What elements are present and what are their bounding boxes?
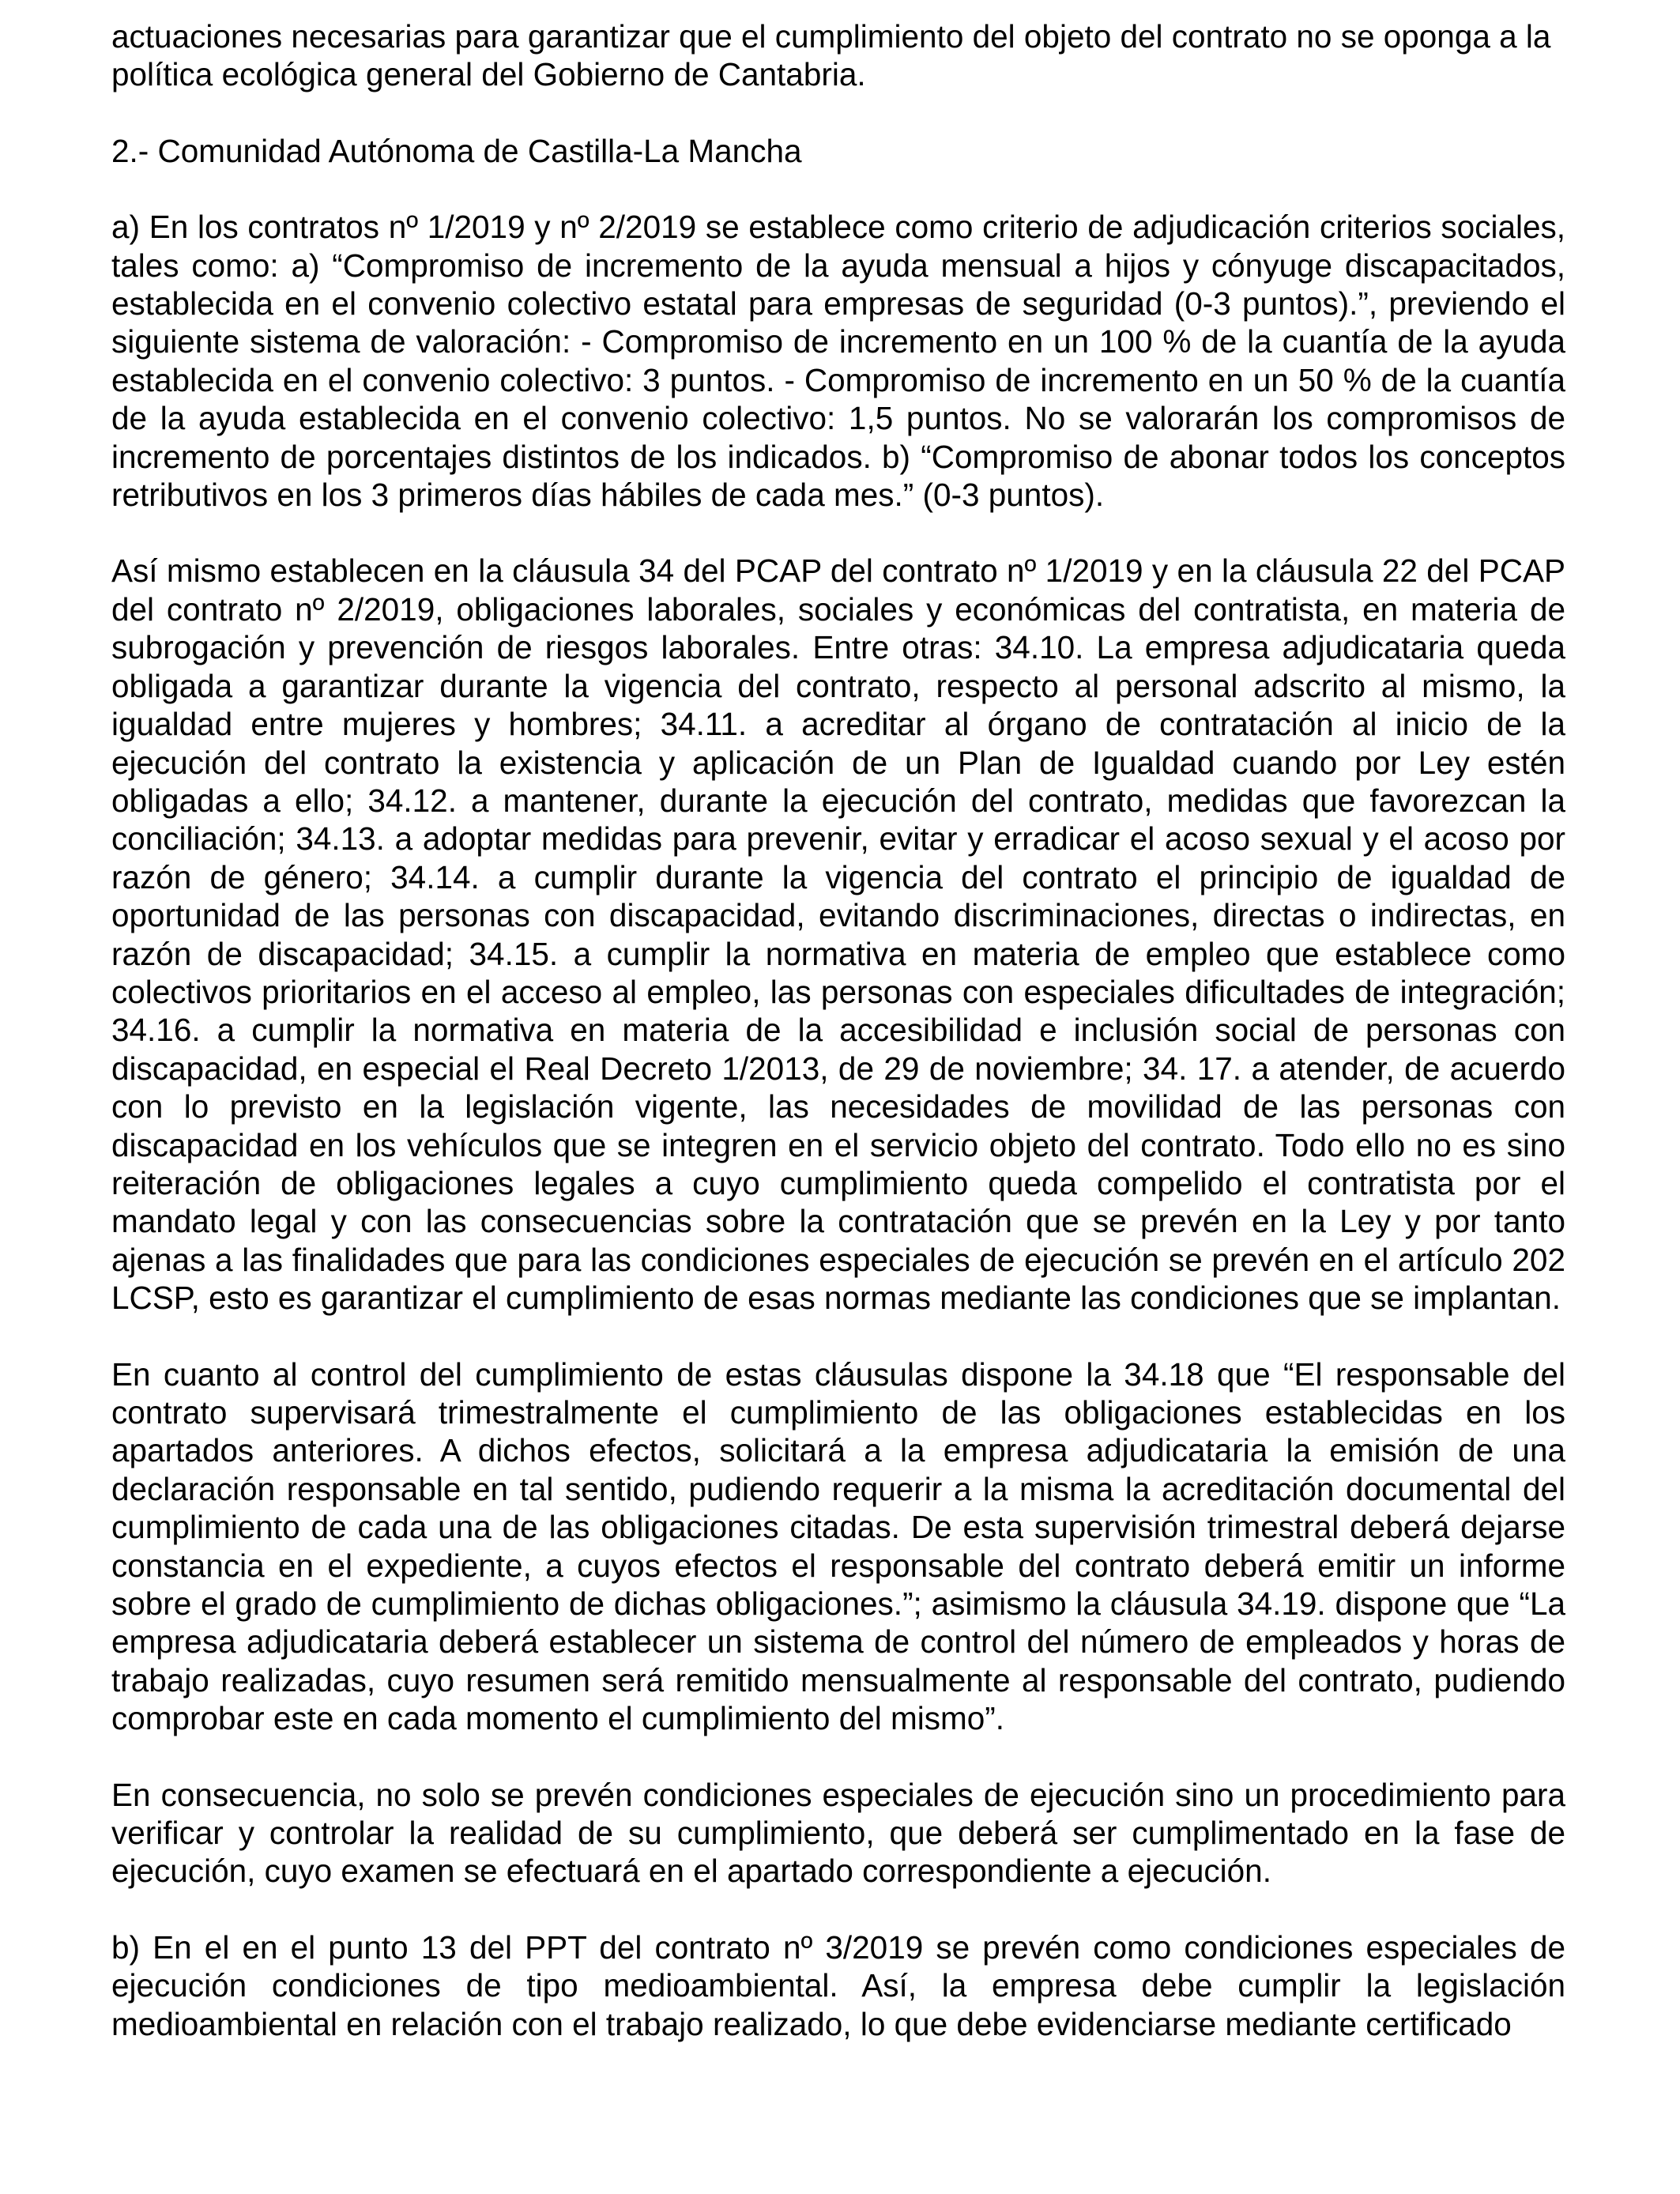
section-heading-castilla-la-mancha: 2.- Comunidad Autónoma de Castilla-La Mancha (111, 132, 802, 169)
paragraph-consecuencia: En consecuencia, no solo se prevén condiciones especiales de ejecución sino un procedimiento para verificar y controlar la realidad de su cumplimiento, que deberá ser cumplimentado en la fase de ejecución, cuyo examen se efectuará en el apartado correspondiente a ejecución. (111, 1776, 1565, 1890)
paragraph-intro-continuation: actuaciones necesarias para garantizar que el cumplimiento del objeto del contrato no se oponga a la política ecológica general del Gobierno de Cantabria. (111, 18, 1551, 93)
paragraph-clausula-34: Así mismo establecen en la cláusula 34 del PCAP del contrato nº 1/2019 y en la cláusula 22 del PCAP del contrato nº 2/2019, obligaciones laborales, sociales y económicas del contratista, en materia de subrogación y prevención de riesgos laborales. Entre otras: 34.10. La empresa adjudicataria queda obligada a garantizar durante la vigencia del contrato, respecto al personal adscrito al mismo, la igualdad entre mujeres y hombres; 34.11. a acreditar al órgano de contratación al inicio de la ejecución del contrato la existencia y aplicación de un Plan de Igualdad cuando por Ley estén obligadas a ello; 34.12. a mantener, durante la ejecución del contrato, medidas que favorezcan la conciliación; 34.13. a adoptar medidas para prevenir, evitar y erradicar el acoso sexual y el acoso por razón de género; 34.14. a cumplir durante la vigencia del contrato el principio de igualdad de oportunidad de las personas con discapacidad, evitando discriminaciones, directas o indirectas, en razón de discapacidad; 34.15. a cumplir la normativa en materia de empleo que establece como colectivos prioritarios en el acceso al empleo, las personas con especiales dificultades de integración; 34.16. a cumplir la normativa en materia de la accesibilidad e inclusión social de personas con discapacidad, en especial el Real Decreto 1/2013, de 29 de noviembre; 34. 17. a atender, de acuerdo con lo previsto en la legislación vigente, las necesidades de movilidad de las personas con discapacidad en los vehículos que se integren en el servicio objeto del contrato. Todo ello no es sino reiteración de obligaciones legales a cuyo cumplimiento queda compelido el contratista por el mandato legal y con las consecuencias sobre la contratación que se prevén en la Ley y por tanto ajenas a las finalidades que para las condiciones especiales de ejecución se prevén en el artículo 202 LCSP, esto es garantizar el cumplimiento de esas normas mediante las condiciones que se implantan. (111, 552, 1565, 1317)
paragraph-control-cumplimiento: En cuanto al control del cumplimiento de estas cláusulas dispone la 34.18 que “El responsable del contrato supervisará trimestralmente el cumplimiento de las obligaciones establecidas en los apartados anteriores. A dichos efectos, solicitará a la empresa adjudicataria la emisión de una declaración responsable en tal sentido, pudiendo requerir a la misma la acreditación documental del cumplimiento de cada una de las obligaciones citadas. De esta supervisión trimestral deberá dejarse constancia en el expediente, a cuyos efectos el responsable del contrato deberá emitir un informe sobre el grado de cumplimiento de dichas obligaciones.”; asimismo la cláusula 34.19. dispone que “La empresa adjudicataria deberá establecer un sistema de control del número de empleados y horas de trabajo realizadas, cuyo resumen será remitido mensualmente al responsable del contrato, pudiendo comprobar este en cada momento el cumplimiento del mismo”. (111, 1355, 1565, 1737)
paragraph-criterios-sociales: a) En los contratos nº 1/2019 y nº 2/2019 se establece como criterio de adjudicación criterios sociales, tales como: a) “Compromiso de incremento de la ayuda mensual a hijos y cónyuge discapacitados, establecida en el convenio colectivo estatal para empresas de seguridad (0-3 puntos).”, previendo el siguiente sistema de valoración: - Compromiso de incremento en un 100 % de la cuantía de la ayuda establecida en el convenio colectivo: 3 puntos. - Compromiso de incremento en un 50 % de la cuantía de la ayuda establecida en el convenio colectivo: 1,5 puntos. No se valorarán los compromisos de incremento de porcentajes distintos de los indicados. b) “Compromiso de abonar todos los conceptos retributivos en los 3 primeros días hábiles de cada mes.” (0-3 puntos). (111, 209, 1565, 514)
paragraph-contrato-3-2019: b) En el en el punto 13 del PPT del contrato nº 3/2019 se prevén como condiciones especiales de ejecución condiciones de tipo medioambiental. Así, la empresa debe cumplir la legislación medioambiental en relación con el trabajo realizado, lo que debe evidenciarse mediante certificado (111, 1928, 1565, 2042)
document-page (111, 17, 1565, 2081)
